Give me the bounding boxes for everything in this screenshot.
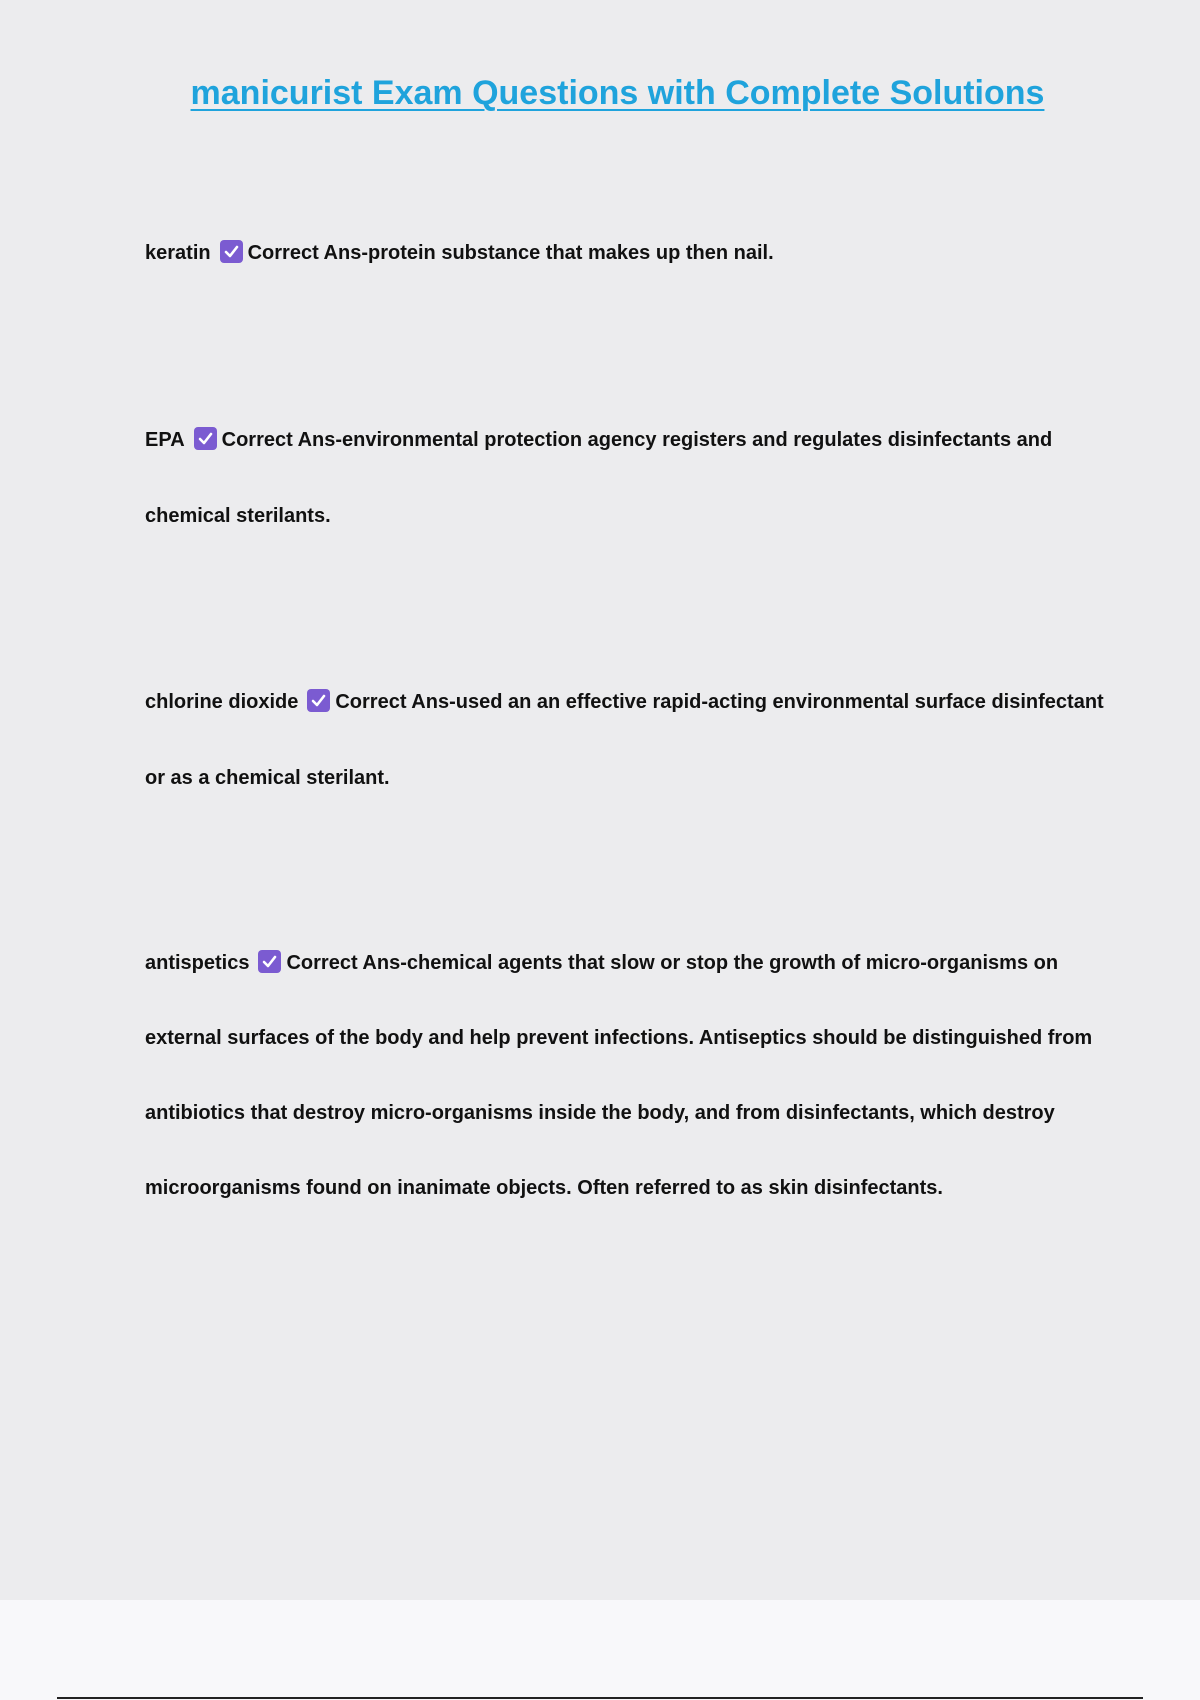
answer-text: used an an effective rapid-acting environmental surface disinfectant or as a chemical sterilant. <box>145 691 1104 789</box>
qa-item-antispetics <box>145 926 1105 1226</box>
checkbox-checked-icon <box>194 427 217 450</box>
qa-item-keratin <box>145 215 1105 291</box>
answer-text: protein substance that makes up then nail. <box>367 242 774 264</box>
question-term: EPA <box>145 429 185 451</box>
answer-prefix: Correct Ans- <box>286 952 407 974</box>
checkbox-checked-icon <box>307 689 330 712</box>
checkbox-checked-icon <box>258 950 281 973</box>
qa-item-chlorine-dioxide <box>145 664 1105 816</box>
document-title: manicurist Exam Questions with Complete Solutions <box>190 74 1045 112</box>
answer-prefix: Correct Ans- <box>221 429 343 451</box>
page-footer <box>0 1600 1200 1700</box>
footer-divider <box>57 1697 1143 1699</box>
question-term: antispetics <box>145 952 250 974</box>
checkbox-checked-icon <box>220 240 243 263</box>
answer-text: chemical agents that slow or stop the growth of micro-organisms on external surfaces of the body and help prevent infections. Antiseptics should be distinguished from antibiotics that destroy micro-organisms inside the body, and from disinfectants, which destroy microorganisms found on inanimate objects. Often referred to as skin disinfectants. <box>145 952 1093 1199</box>
answer-text: environmental protection agency registers and regulates disinfectants and chemical sterilants. <box>145 429 1053 527</box>
question-term: chlorine dioxide <box>145 691 299 713</box>
question-term: keratin <box>145 242 211 264</box>
answer-prefix: Correct Ans- <box>335 691 456 713</box>
qa-item-epa <box>145 402 1105 554</box>
answer-prefix: Correct Ans- <box>247 242 368 264</box>
